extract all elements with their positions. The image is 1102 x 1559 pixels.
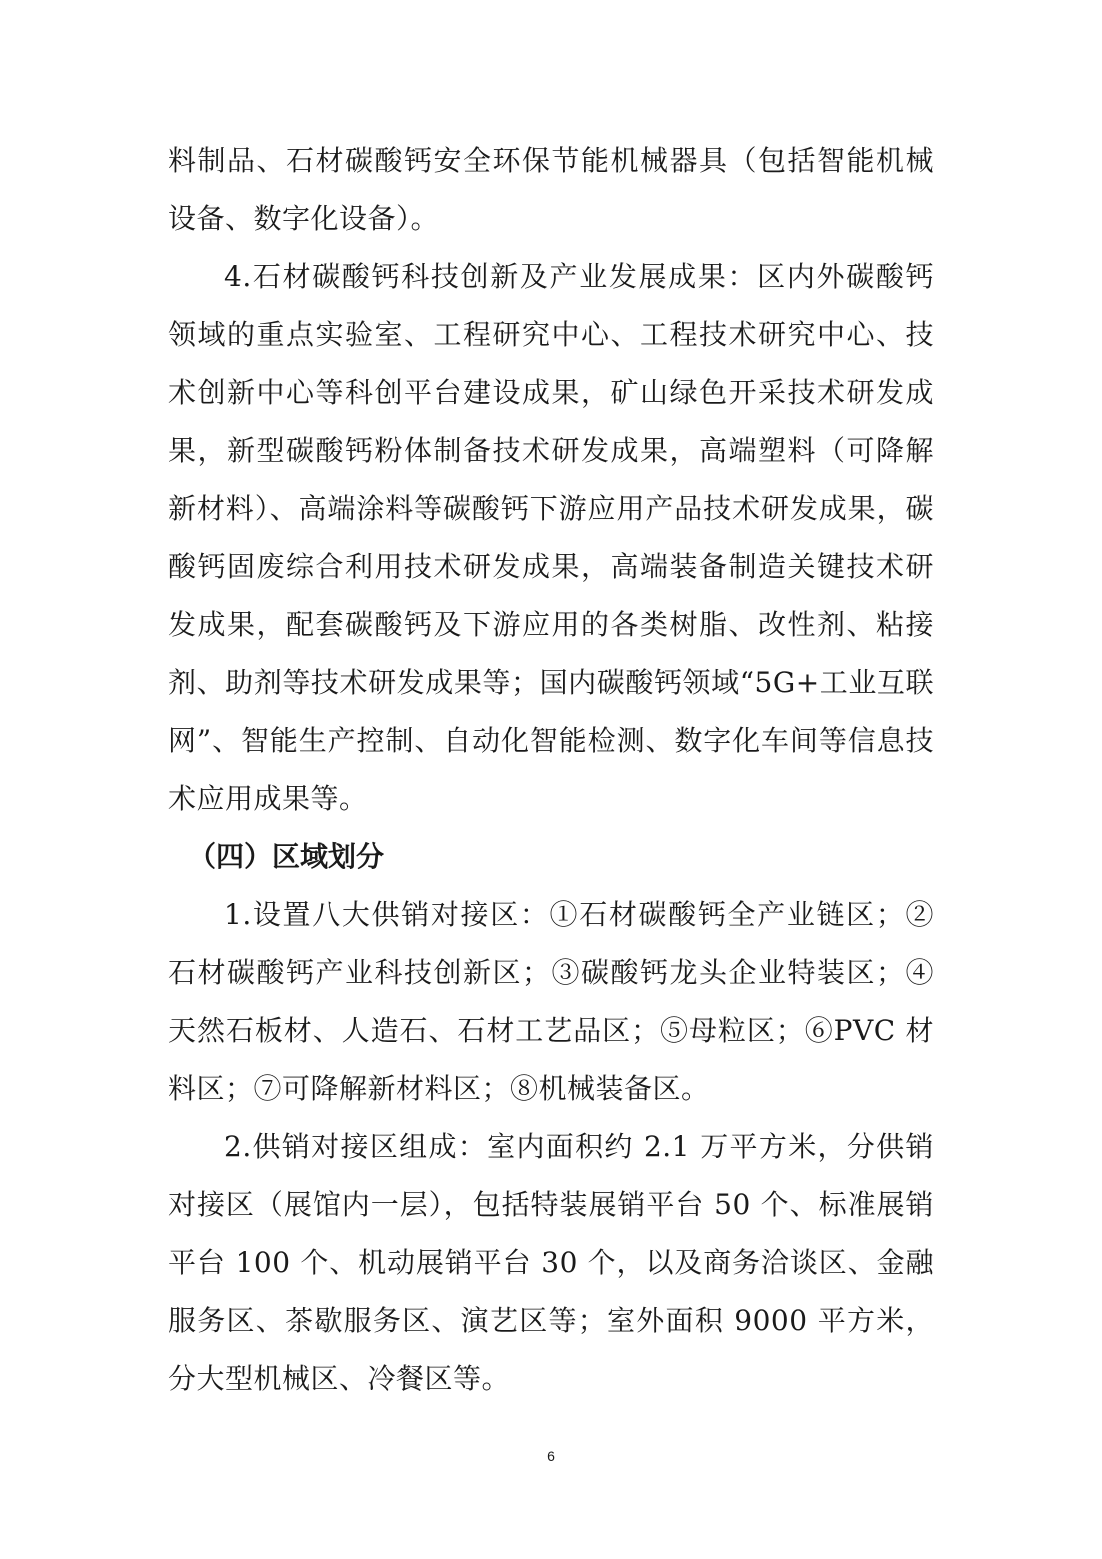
document-body bbox=[168, 132, 934, 1408]
page-number: 6 bbox=[547, 1448, 555, 1464]
paragraph-innovation-achievements: 4.石材碳酸钙科技创新及产业发展成果：区内外碳酸钙领域的重点实验室、工程研究中心、工程技术研究中心、技术创新中心等科创平台建设成果，矿山绿色开采技术研发成果，新型碳酸钙粉体制备技术研发成果，高端塑料（可降解新材料）、高端涂料等碳酸钙下游应用产品技术研发成果，碳酸钙固废综合利用技术研发成果，高端装备制造关键技术研发成果，配套碳酸钙及下游应用的各类树脂、改性剂、粘接剂、助剂等技术研发成果等；国内碳酸钙领域“5G+工业互联网”、智能生产控制、自动化智能检测、数字化车间等信息技术应用成果等。 bbox=[168, 260, 934, 815]
paragraph-zone-composition: 2.供销对接区组成：室内面积约 2.1 万平方米，分供销对接区（展馆内一层），包括特装展销平台 50 个、标准展销平台 100 个、机动展销平台 30 个，以及商务洽谈区、金融服务区、茶歇服务区、演艺区等；室外面积 9000 平方米，分大型机械区、冷餐区等。 bbox=[168, 1130, 934, 1395]
paragraph-eight-zones: 1.设置八大供销对接区：①石材碳酸钙全产业链区；②石材碳酸钙产业科技创新区；③碳酸钙龙头企业特装区；④天然石板材、人造石、石材工艺品区；⑤母粒区；⑥PVC 材料区；⑦可降解新材料区；⑧机械装备区。 bbox=[168, 898, 934, 1105]
section-heading-zoning: （四）区域划分 bbox=[188, 840, 385, 873]
paragraph-equipment-continued: 料制品、石材碳酸钙安全环保节能机械器具（包括智能机械设备、数字化设备）。 bbox=[168, 144, 934, 235]
